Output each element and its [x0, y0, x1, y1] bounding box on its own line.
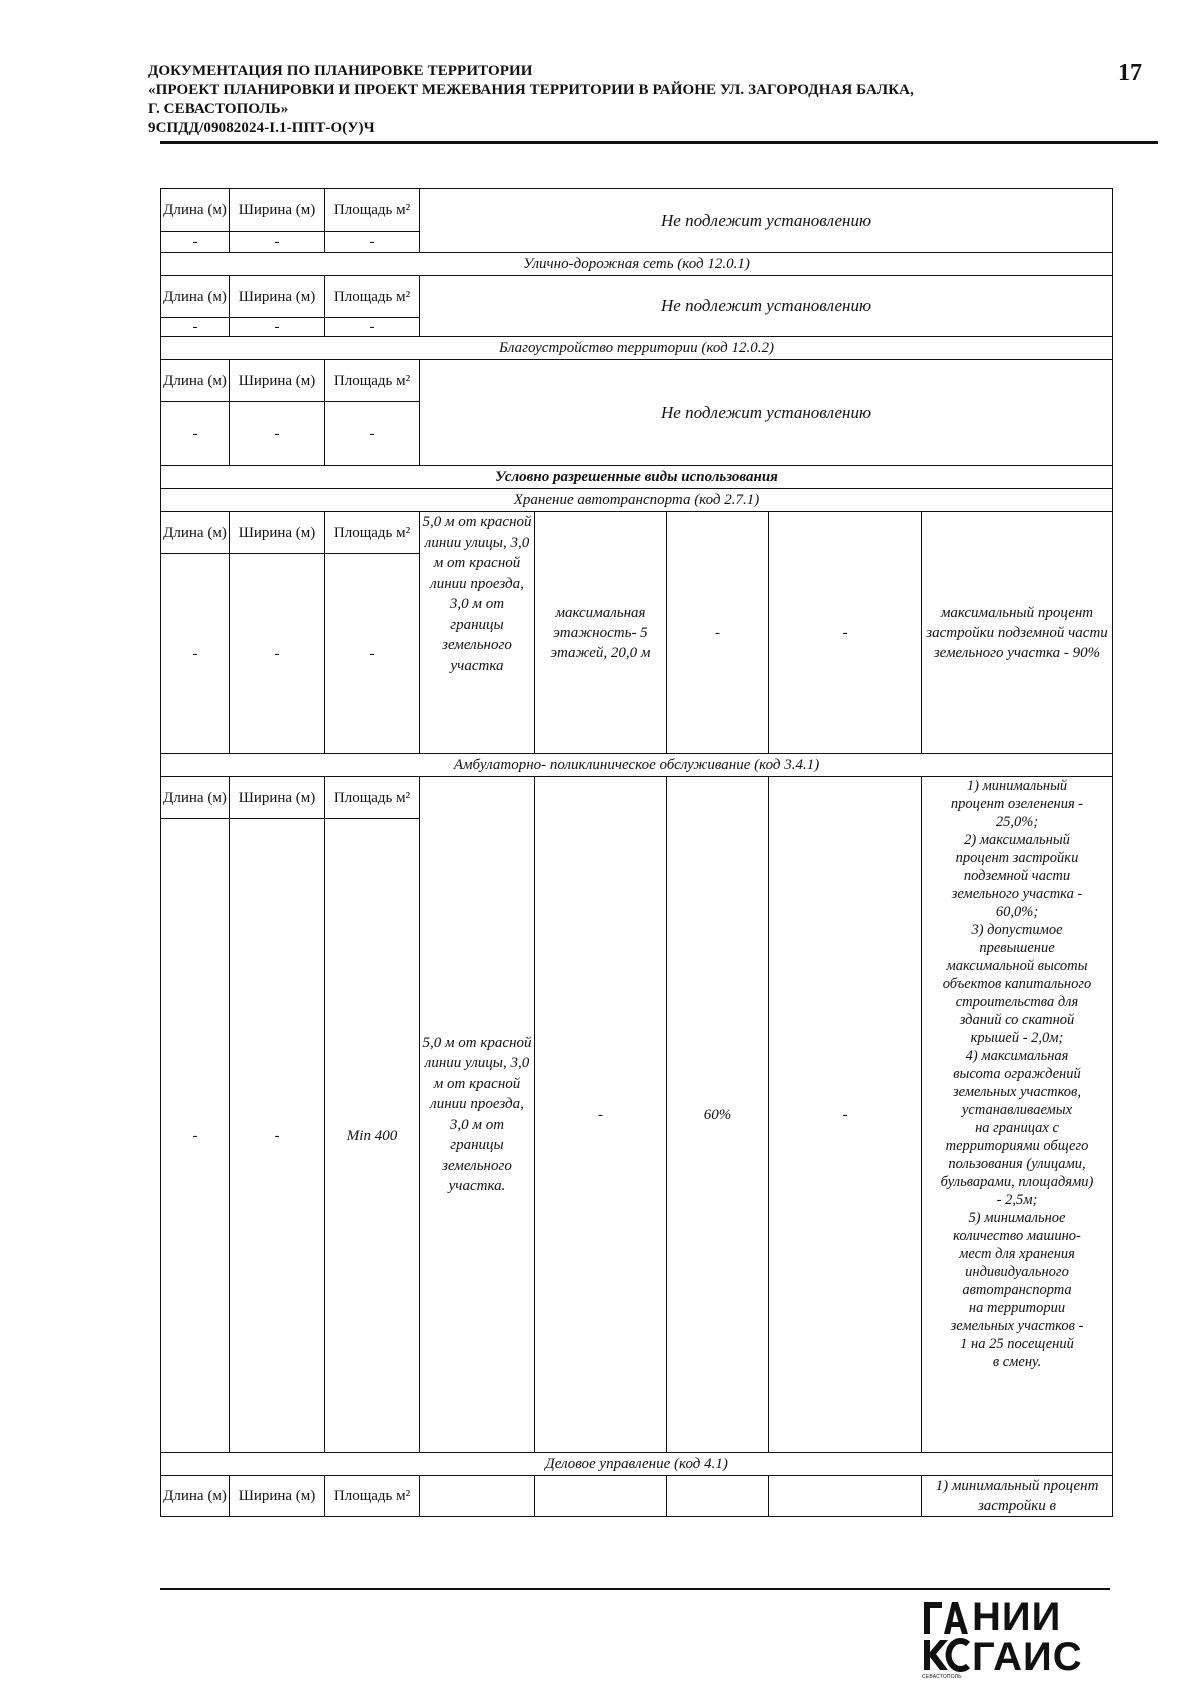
car-storage-floors: максимальная этажность- 5 этажей, 20,0 м: [535, 512, 667, 754]
business-height: [769, 1476, 922, 1517]
outpatient-other-line: пользования (улицами,: [948, 1156, 1086, 1172]
outpatient-floors: -: [535, 777, 667, 1453]
outpatient-other-line: подземной части: [963, 868, 1071, 884]
outpatient-height: -: [769, 777, 922, 1453]
length-value: -: [161, 819, 230, 1453]
outpatient-other-line: 1 на 25 посещений: [960, 1336, 1074, 1352]
regulations-table: [160, 188, 1113, 1517]
outpatient-other-line: автотранспорта: [962, 1282, 1072, 1298]
width-value: -: [230, 318, 325, 337]
area-value: -: [325, 554, 420, 754]
width-header: Ширина (м): [230, 360, 325, 402]
section-title-road-network: Улично-дорожная сеть (код 12.0.1): [161, 253, 1113, 276]
section-row: [161, 1453, 1113, 1476]
outpatient-other-line: 1) минимальный: [966, 778, 1068, 794]
length-header: Длина (м): [161, 1476, 230, 1517]
width-header: Ширина (м): [230, 1476, 325, 1517]
width-header: Ширина (м): [230, 777, 325, 819]
outpatient-coverage: 60%: [667, 777, 769, 1453]
header-city: Г. СЕВАСТОПОЛЬ»: [148, 101, 289, 117]
width-header: Ширина (м): [230, 276, 325, 318]
section-title-business: Деловое управление (код 4.1): [161, 1453, 1113, 1476]
outpatient-other-line: 5) минимальное: [968, 1210, 1066, 1226]
width-header: Ширина (м): [230, 189, 325, 232]
length-header: Длина (м): [161, 360, 230, 402]
car-storage-coverage: -: [667, 512, 769, 754]
area-value: Min 400: [325, 819, 420, 1453]
width-value: -: [230, 819, 325, 1453]
outpatient-other-line: территориями общего: [945, 1138, 1089, 1154]
area-header: Площадь м²: [325, 512, 420, 554]
outpatient-other-line: процент застройки: [955, 850, 1079, 866]
logo-text-line2: ГАИС: [972, 1635, 1083, 1679]
logo-text-line1: НИИ: [972, 1595, 1062, 1639]
outpatient-other-line: мест для хранения: [959, 1246, 1075, 1262]
outpatient-other-list: [924, 777, 1110, 1371]
length-value: -: [161, 318, 230, 337]
outpatient-other-line: на территории: [968, 1300, 1066, 1316]
header-project-name: «ПРОЕКТ ПЛАНИРОВКИ И ПРОЕКТ МЕЖЕВАНИЯ ТЕРРИТОРИИ В РАЙОНЕ УЛ. ЗАГОРОДНАЯ БАЛКА,: [148, 82, 914, 98]
width-value: -: [230, 402, 325, 466]
table-row: [161, 777, 1113, 819]
business-coverage: [667, 1476, 769, 1517]
car-storage-setbacks: 5,0 м от красной линии улицы, 3,0 м от красной линии проезда, 3,0 м от границы земельного участка: [420, 512, 535, 754]
header-title: ДОКУМЕНТАЦИЯ ПО ПЛАНИРОВКЕ ТЕРРИТОРИИ: [148, 63, 533, 79]
header-divider: [160, 141, 1158, 144]
section-row: [161, 466, 1113, 489]
outpatient-other-line: бульварами, площадями): [940, 1174, 1094, 1190]
footer-divider: [160, 1588, 1110, 1590]
outpatient-other-line: земельных участков -: [950, 1318, 1084, 1334]
section-row: [161, 337, 1113, 360]
outpatient-other-line: высота ограждений: [953, 1066, 1081, 1082]
length-value: -: [161, 554, 230, 754]
not-established-text: Не подлежит установлению: [420, 276, 1113, 337]
area-header: Площадь м²: [325, 189, 420, 232]
page-number: 17: [1118, 60, 1142, 86]
business-other: 1) минимальный процент застройки в: [922, 1476, 1113, 1517]
table-row: [161, 189, 1113, 232]
length-header: Длина (м): [161, 189, 230, 232]
outpatient-other-line: крышей - 2,0м;: [970, 1030, 1064, 1046]
length-header: Длина (м): [161, 777, 230, 819]
outpatient-other-line: земельного участка -: [951, 886, 1083, 902]
business-floors: [535, 1476, 667, 1517]
section-title-outpatient: Амбулаторно- поликлиническое обслуживание (код 3.4.1): [161, 754, 1113, 777]
logo-mark-icon: [922, 1600, 970, 1674]
outpatient-other-line: 3) допустимое: [971, 922, 1063, 938]
business-setbacks: [420, 1476, 535, 1517]
not-established-text: Не подлежит установлению: [420, 360, 1113, 466]
section-row: [161, 253, 1113, 276]
nii-gais-logo: [922, 1595, 1092, 1684]
outpatient-setbacks: 5,0 м от красной линии улицы, 3,0 м от красной линии проезда, 3,0 м от границы земельного участка.: [420, 777, 535, 1453]
car-storage-other: максимальный процент застройки подземной части земельного участка - 90%: [922, 512, 1113, 754]
length-value: -: [161, 402, 230, 466]
outpatient-other-line: 25,0%;: [995, 814, 1039, 830]
area-header: Площадь м²: [325, 360, 420, 402]
width-value: -: [230, 554, 325, 754]
outpatient-other-line: 4) максимальная: [965, 1048, 1069, 1064]
outpatient-other-line: 60,0%;: [995, 904, 1039, 920]
header-doc-code: 9СПДД/09082024-I.1-ППТ-О(У)Ч: [148, 120, 375, 136]
outpatient-other-line: 2) максимальный: [964, 832, 1070, 848]
outpatient-other-line: земельных участков,: [953, 1084, 1081, 1100]
area-header: Площадь м²: [325, 276, 420, 318]
not-established-text: Не подлежит установлению: [420, 189, 1113, 253]
length-header: Длина (м): [161, 276, 230, 318]
section-title-conditional-uses: Условно разрешенные виды использования: [161, 466, 1113, 489]
area-header: Площадь м²: [325, 777, 420, 819]
section-row: [161, 754, 1113, 777]
outpatient-other-line: количество машино-: [953, 1228, 1081, 1244]
outpatient-other-line: строительства для: [955, 994, 1079, 1010]
section-title-car-storage: Хранение автотранспорта (код 2.7.1): [161, 489, 1113, 512]
outpatient-other-line: на границах с: [975, 1120, 1059, 1136]
area-value: -: [325, 232, 420, 253]
outpatient-other-line: в смену.: [992, 1354, 1042, 1370]
outpatient-other-line: устанавливаемых: [961, 1102, 1073, 1118]
area-header: Площадь м²: [325, 1476, 420, 1517]
outpatient-other-line: процент озеленения -: [950, 796, 1084, 812]
table-row: [161, 276, 1113, 318]
area-value: -: [325, 402, 420, 466]
length-header: Длина (м): [161, 512, 230, 554]
section-title-landscaping: Благоустройство территории (код 12.0.2): [161, 337, 1113, 360]
outpatient-other: [922, 777, 1113, 1453]
width-value: -: [230, 232, 325, 253]
logo-mark-caption: СЕВАСТОПОЛЬ: [922, 1674, 962, 1680]
document-header: [148, 62, 1108, 138]
area-value: -: [325, 318, 420, 337]
outpatient-other-line: объектов капитального: [942, 976, 1092, 992]
outpatient-other-line: зданий со скатной: [959, 1012, 1075, 1028]
outpatient-other-line: максимальной высоты: [946, 958, 1088, 974]
outpatient-other-line: превышение: [979, 940, 1055, 956]
table-row: [161, 1476, 1113, 1517]
car-storage-height: -: [769, 512, 922, 754]
outpatient-other-line: индивидуального: [965, 1264, 1069, 1280]
outpatient-other-line: - 2,5м;: [996, 1192, 1038, 1208]
length-value: -: [161, 232, 230, 253]
table-row: [161, 512, 1113, 554]
section-row: [161, 489, 1113, 512]
width-header: Ширина (м): [230, 512, 325, 554]
table-row: [161, 360, 1113, 402]
